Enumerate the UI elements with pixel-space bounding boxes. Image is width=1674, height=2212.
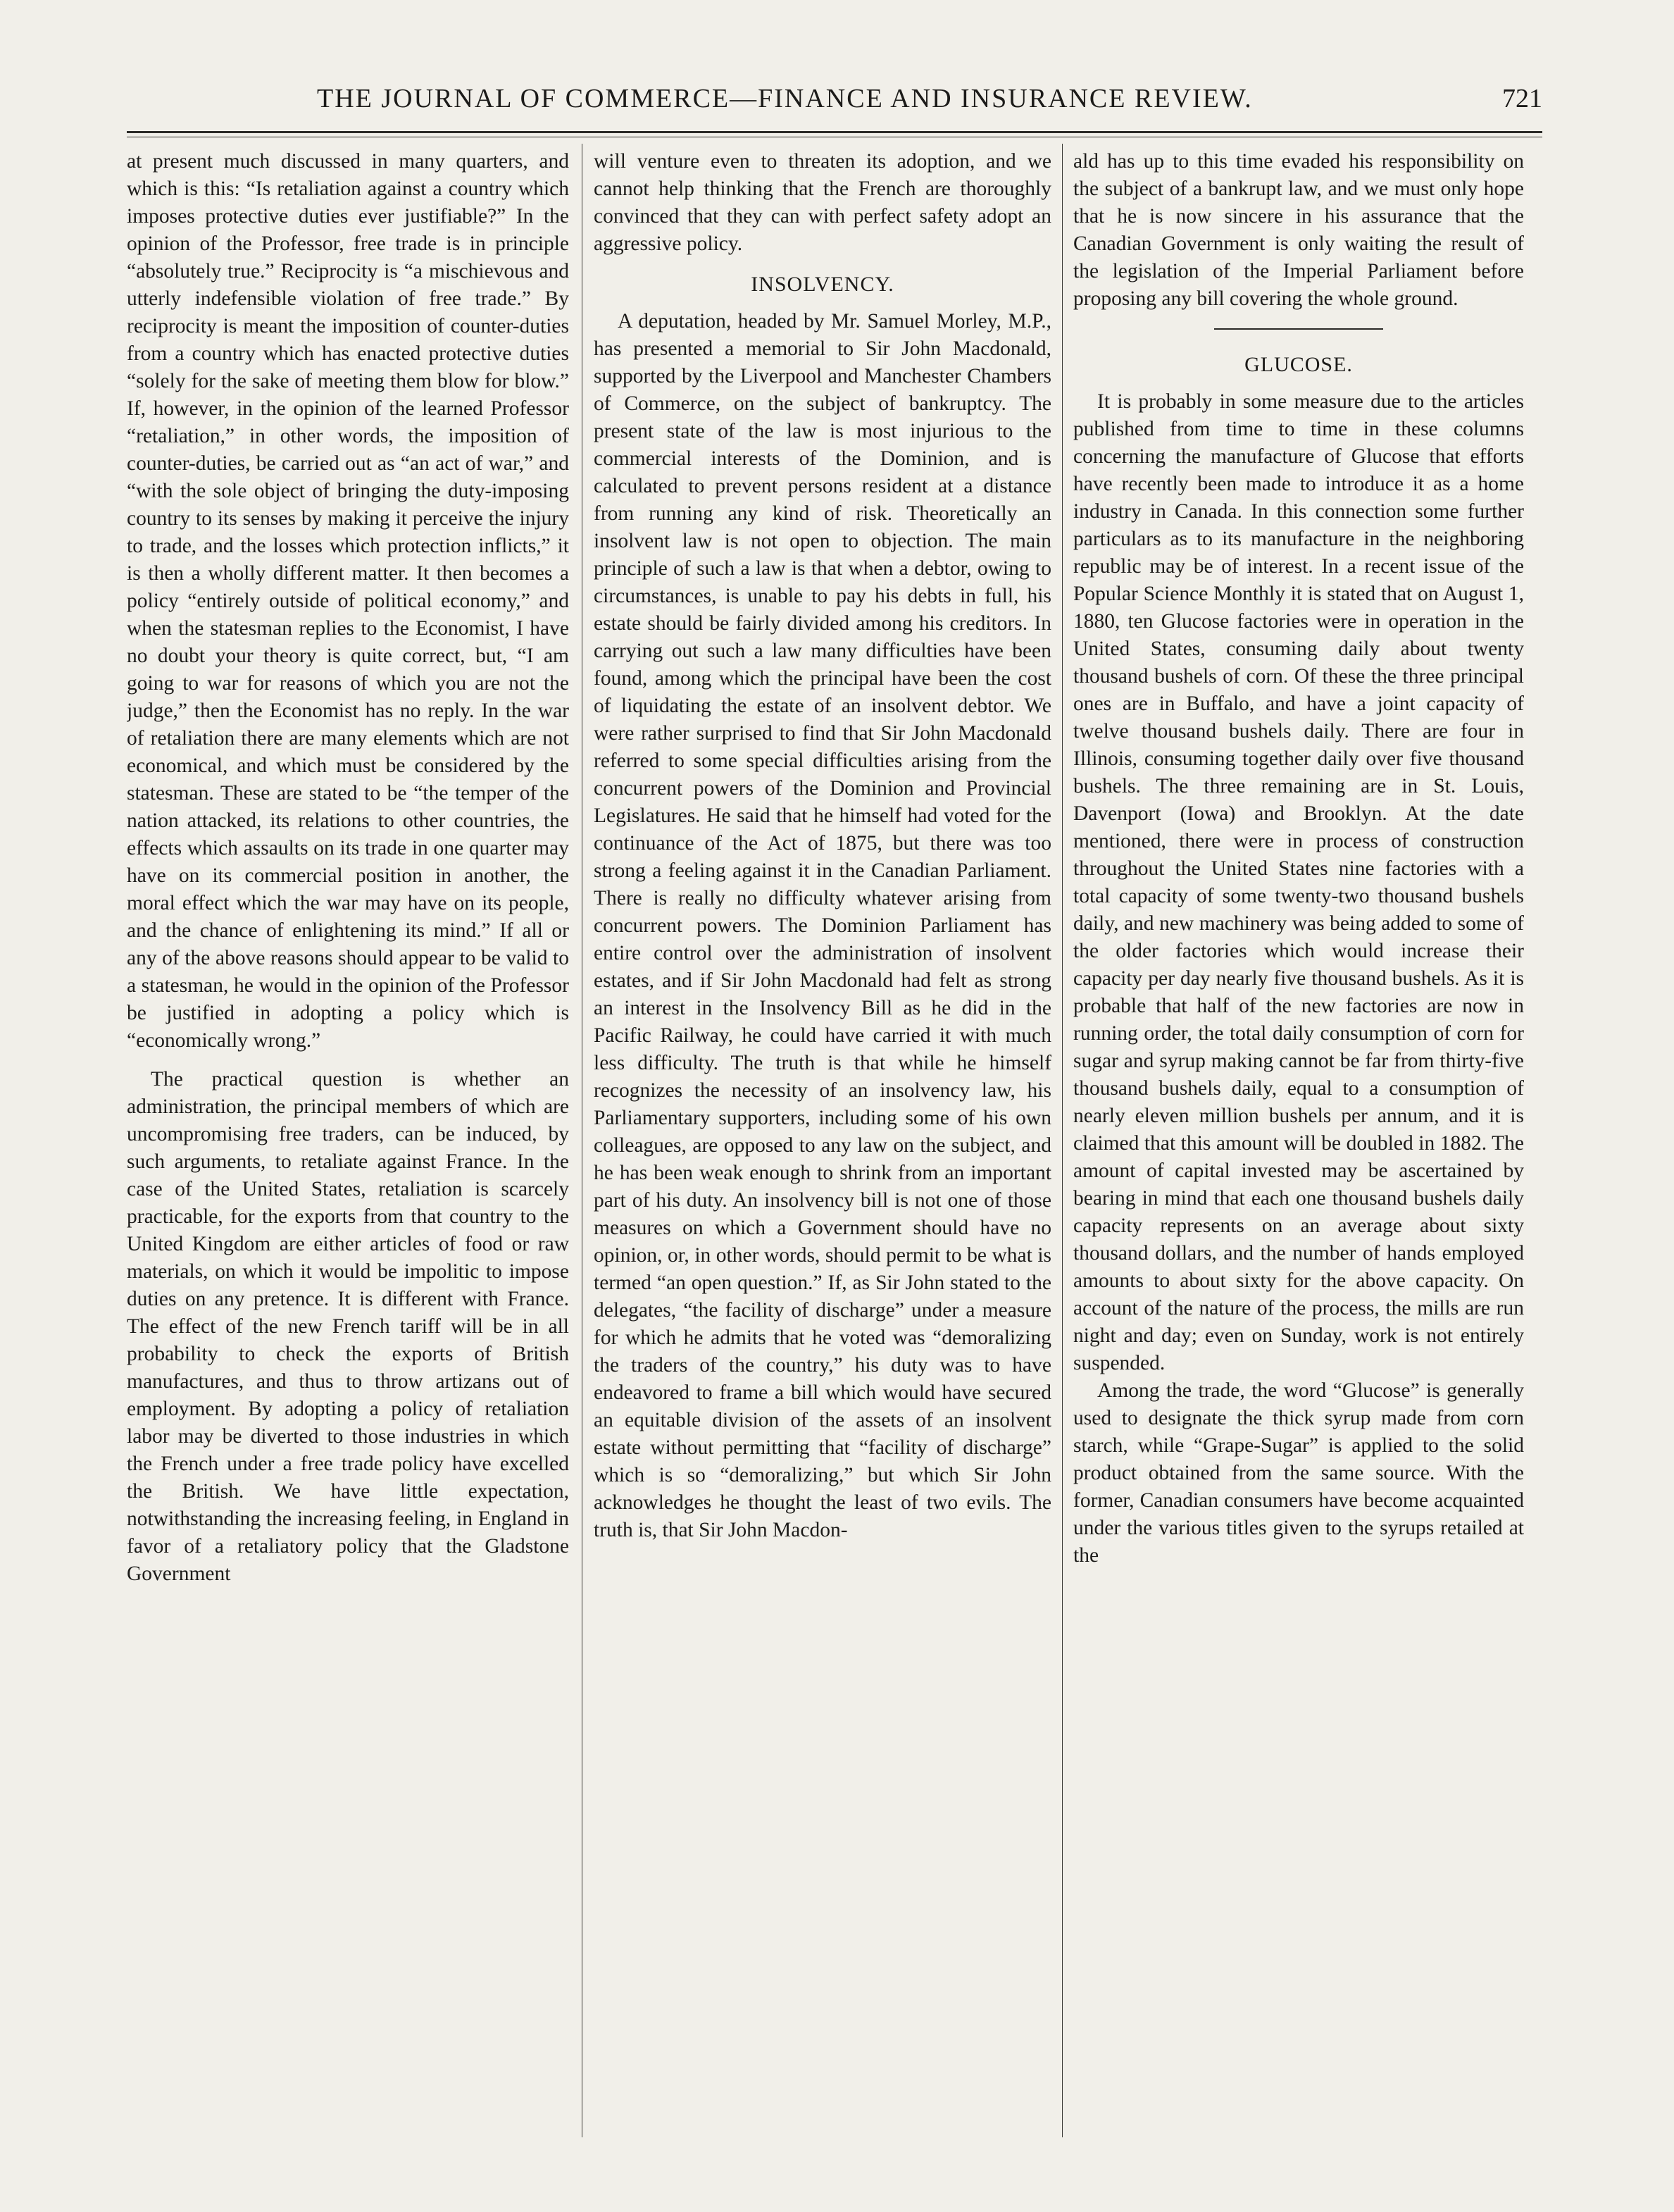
insolvency-paragraph: A deputation, headed by Mr. Samuel Morley, M.P., has presented a memorial to Sir John Macdonald, supported by the Liverpool and Manchester Chambers of Commerce, on the subject of bankruptcy. The present state of the law is most injurious to the commercial interests of the Dominion, and is calculated to prevent persons resident at a distance from running any kind of risk. Theoretically an insolvent law is not open to objection. The main principle of such a law is that when a debtor, owing to circumstances, is unable to pay his debts in full, his estate should be fairly divided among his creditors. In carrying out such a law many difficulties have been found, among which the principal have been the cost of liquidating the estate of an insolvent debtor. We were rather surprised to find that Sir John Macdonald referred to some special difficulties arising from the concurrent powers of the Dominion and Provincial Legislatures. He said that he himself had voted for the continuance of the Act of 1875, but there was too strong a feeling against it in the Canadian Parliament. There is really no difficulty whatever arising from concurrent powers. The Dominion Parliament has entire control over the administration of insolvent estates, and if Sir John Macdonald had felt as strong an interest in the Insolvency Bill as he did in the Pacific Railway, he could have carried it with much less difficulty. The truth is that while he himself recognizes the necessity of an insolvency law, his Parliamentary supporters, including some of his own colleagues, are opposed to any law on the subject, and he has been weak enough to shrink from an important part of his duty. An insolvency bill is not one of those measures on which a Government should have no opinion, or, in other words, should permit to be what is termed “an open question.” If, as Sir John stated to the delegates, “the facility of discharge” under a measure for which he admits that he voted was “demoralizing the traders of the country,” his duty was to have endeavored to frame a bill which would have secured an equitable division of the assets of an insolvent estate without permitting that “facility of discharge” which is so “demoralizing,” but which Sir John acknowledges he thought the least of two evils. The truth is, that Sir John Macdon-	[594, 310, 1051, 1541]
column-divider	[1062, 144, 1063, 2137]
page-header	[127, 83, 1542, 128]
practical-question-paragraph: The practical question is whether an administration, the principal members of which are uncompromising free traders, can be induced, by such arguments, to retaliate against France. In the case of the United States, retaliation is scarcely practicable, for the exports from that country to the United Kingdom are either articles of food or raw materials, on which it would be impolitic to impose duties on any pretence. It is different with France. The effect of the new French tariff will be in all probability to check the exports of British manufactures, and thus to throw artizans out of employment. By adopting a policy of retaliation labor may be diverted to those industries in which the French under a free trade policy have excelled the British. We have little expectation, notwithstanding the increasing feeling, in England in favor of a retaliatory policy that the Gladstone Government	[127, 1068, 569, 1585]
glucose-trade-paragraph: Among the trade, the word “Glucose” is generally used to designate the thick syrup made from corn starch, while “Grape-Sugar” is applied to the solid product obtained from the same source. With the former, Canadian consumers have become acquainted under the various titles given to the syrups retailed at the	[1073, 1379, 1524, 1567]
column-middle	[594, 148, 1051, 2177]
continuation-paragraph: will venture even to threaten its adoption, and we cannot help thinking that the French are thoroughly convinced that they can with perfect safety adopt an aggressive policy.	[594, 150, 1051, 255]
section-rule	[1214, 328, 1383, 330]
section-heading-glucose: GLUCOSE.	[1244, 353, 1353, 376]
running-title: THE JOURNAL OF COMMERCE—FINANCE AND INSURANCE REVIEW.	[317, 84, 1253, 113]
column-right	[1073, 148, 1524, 2177]
column-left	[127, 148, 569, 2177]
retaliation-paragraph: at present much discussed in many quarters, and which is this: “Is retaliation against a country which imposes protective duties ever justifiable?” In the opinion of the Professor, free trade is in principle “absolutely true.” Reciprocity is “a mischievous and utterly indefensible violation of free trade.” By reciprocity is meant the imposition of counter-duties from a country which has enacted protective duties “solely for the sake of meeting them blow for blow.” If, however, in the opinion of the learned Professor “retaliation,” in other words, the imposition of counter-duties, be carried out as “an act of war,” and “with the sole object of bringing the duty-imposing country to its senses by making it perceive the injury to trade, and the losses which protection inflicts,” it is then a wholly different matter. It then becomes a policy “entirely outside of political economy,” and when the statesman replies to the Economist, I have no doubt your theory is quite correct, but, “I am going to war for reasons of which you are not the judge,” then the Economist has no reply. In the war of retaliation there are many elements which are not economical, and which must be considered by the statesman. These are stated to be “the temper of the nation attacked, its relations to other countries, the effects which assaults on its trade in one quarter may have on its commercial position in another, the moral effect which the war may have on its people, and the chance of enlightening its mind.” If all or any of the above reasons should appear to be valid to a statesman, he would in the opinion of the Professor be justified in adopting a policy which is “economically wrong.”	[127, 150, 569, 1052]
page-number: 721	[1502, 84, 1542, 113]
insolvency-conclusion-paragraph: ald has up to this time evaded his responsibility on the subject of a bankrupt law, and we must only hope that he is now sincere in his assurance that the Canadian Government is only waiting the result of the legislation of the Imperial Parliament before proposing any bill covering the whole ground.	[1073, 150, 1524, 310]
glucose-paragraph: It is probably in some measure due to the articles published from time to time in these columns concerning the manufacture of Glucose that efforts have recently been made to introduce it as a home industry in Canada. In this connection some further particulars as to its manufacture in the neighboring republic may be of interest. In a recent issue of the Popular Science Monthly it is stated that on August 1, 1880, ten Glucose factories were in operation in the United States, consuming daily about twenty thousand bushels of corn. Of these the three principal ones are in Buffalo, and have a joint capacity of twelve thousand bushels daily. There are four in Illinois, consuming together daily over five thousand bushels. The three remaining are in St. Louis, Davenport (Iowa) and Brooklyn. At the date mentioned, there were in process of construction throughout the United States nine factories with a total capacity of some twenty-two thousand bushels daily, and new machinery was being added to some of the older factories which would increase their capacity per day nearly five thousand bushels. As it is probable that half of the new factories are now in running order, the total daily consumption of corn for sugar and syrup making cannot be far from thirty-five thousand bushels daily, equal to a consumption of nearly eleven million bushels per annum, and it is claimed that this amount will be doubled in 1882. The amount of capital invested may be ascertained by bearing in mind that each one thousand bushels daily capacity represents on an average about sixty thousand dollars, and the number of hands employed amounts to about sixty for the above capacity. On account of the nature of the process, the mills are run night and day; even on Sunday, work is not entirely suspended.	[1073, 390, 1524, 1374]
header-rule	[127, 131, 1542, 133]
section-heading-insolvency: INSOLVENCY.	[751, 273, 894, 296]
